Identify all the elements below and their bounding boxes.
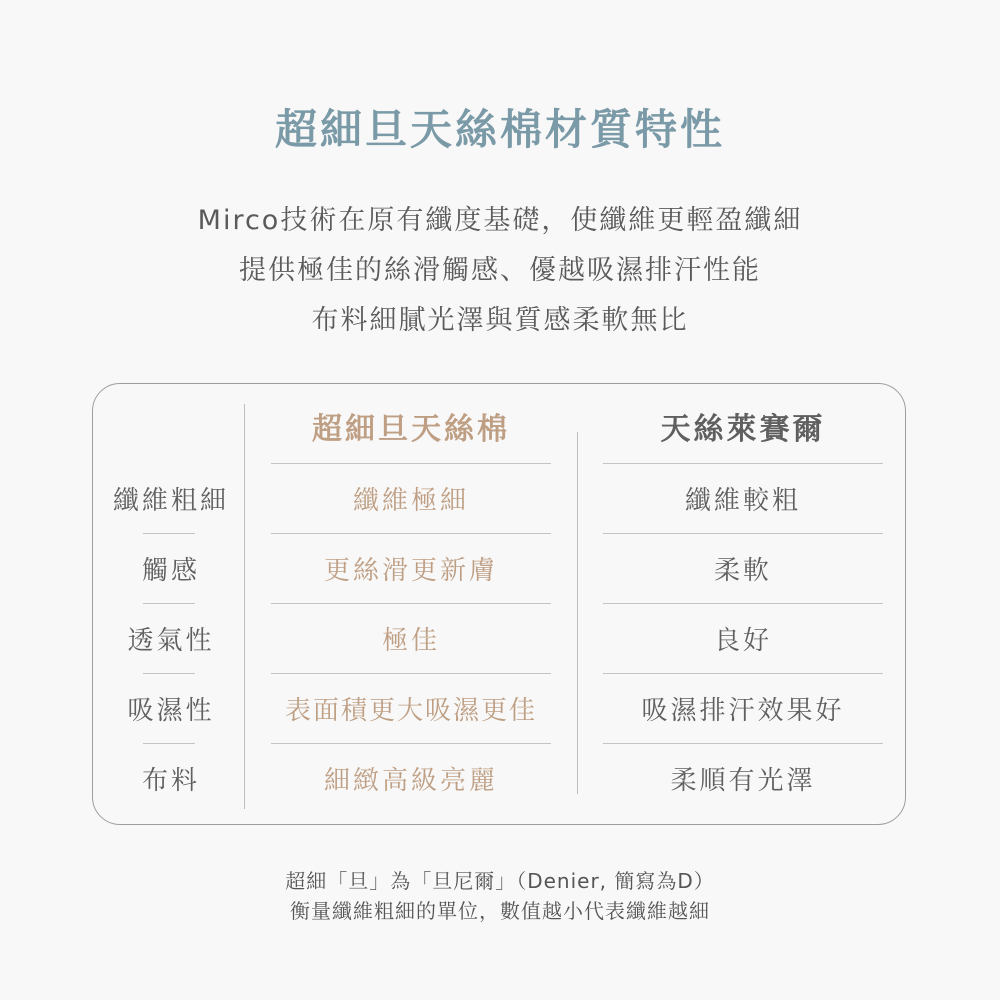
- page-title: 超細旦天絲棉材質特性: [274, 105, 725, 154]
- footnote-line: 超細「旦」為「旦尼爾」（Denier, 簡寫為D）: [285, 869, 715, 893]
- tencel-cell: 柔順有光澤: [670, 766, 816, 796]
- row-separator: [603, 463, 883, 464]
- label-separator: [143, 603, 195, 604]
- micro-cell: 纖維極細: [352, 486, 469, 516]
- tencel-cell: 良好: [713, 626, 772, 656]
- tencel-cell: 纖維較粗: [684, 486, 801, 516]
- column-divider: [577, 432, 578, 794]
- row-separator: [603, 673, 883, 674]
- label-separator: [143, 743, 195, 744]
- row-label: 纖維粗細: [112, 486, 229, 516]
- row-separator: [271, 743, 551, 744]
- row-separator: [271, 603, 551, 604]
- intro-line: Mirco技術在原有纖度基礎，使纖維更輕盈纖細: [197, 205, 803, 236]
- tencel-cell: 柔軟: [713, 556, 772, 586]
- row-separator: [271, 533, 551, 534]
- row-separator: [603, 743, 883, 744]
- row-separator: [603, 603, 883, 604]
- micro-cell: 細緻高級亮麗: [323, 766, 498, 796]
- label-separator: [143, 673, 195, 674]
- row-separator: [271, 463, 551, 464]
- row-label: 觸感: [141, 556, 200, 586]
- comparison-table: [92, 383, 906, 825]
- micro-cell: 極佳: [381, 626, 440, 656]
- tencel-cell: 吸濕排汗效果好: [641, 696, 845, 726]
- footnote: [0, 866, 1000, 926]
- row-label: 吸濕性: [127, 696, 215, 726]
- footnote-line: 衡量纖維粗細的單位，數值越小代表纖維越細: [290, 899, 710, 923]
- micro-cell: 表面積更大吸濕更佳: [284, 696, 537, 726]
- row-separator: [271, 673, 551, 674]
- intro-line: 提供極佳的絲滑觸感、優越吸濕排汗性能: [239, 255, 761, 286]
- intro-line: 布料細膩光澤與質感柔軟無比: [311, 305, 689, 336]
- header-tencel-lyocell: 天絲萊賽爾: [660, 412, 826, 447]
- header-micro-denier: 超細旦天絲棉: [312, 412, 510, 447]
- intro-text: [0, 196, 1000, 346]
- label-separator: [143, 533, 195, 534]
- label-column-divider: [244, 404, 245, 809]
- row-separator: [603, 533, 883, 534]
- row-label: 布料: [141, 766, 200, 796]
- row-label: 透氣性: [127, 626, 215, 656]
- micro-cell: 更絲滑更新膚: [323, 556, 498, 586]
